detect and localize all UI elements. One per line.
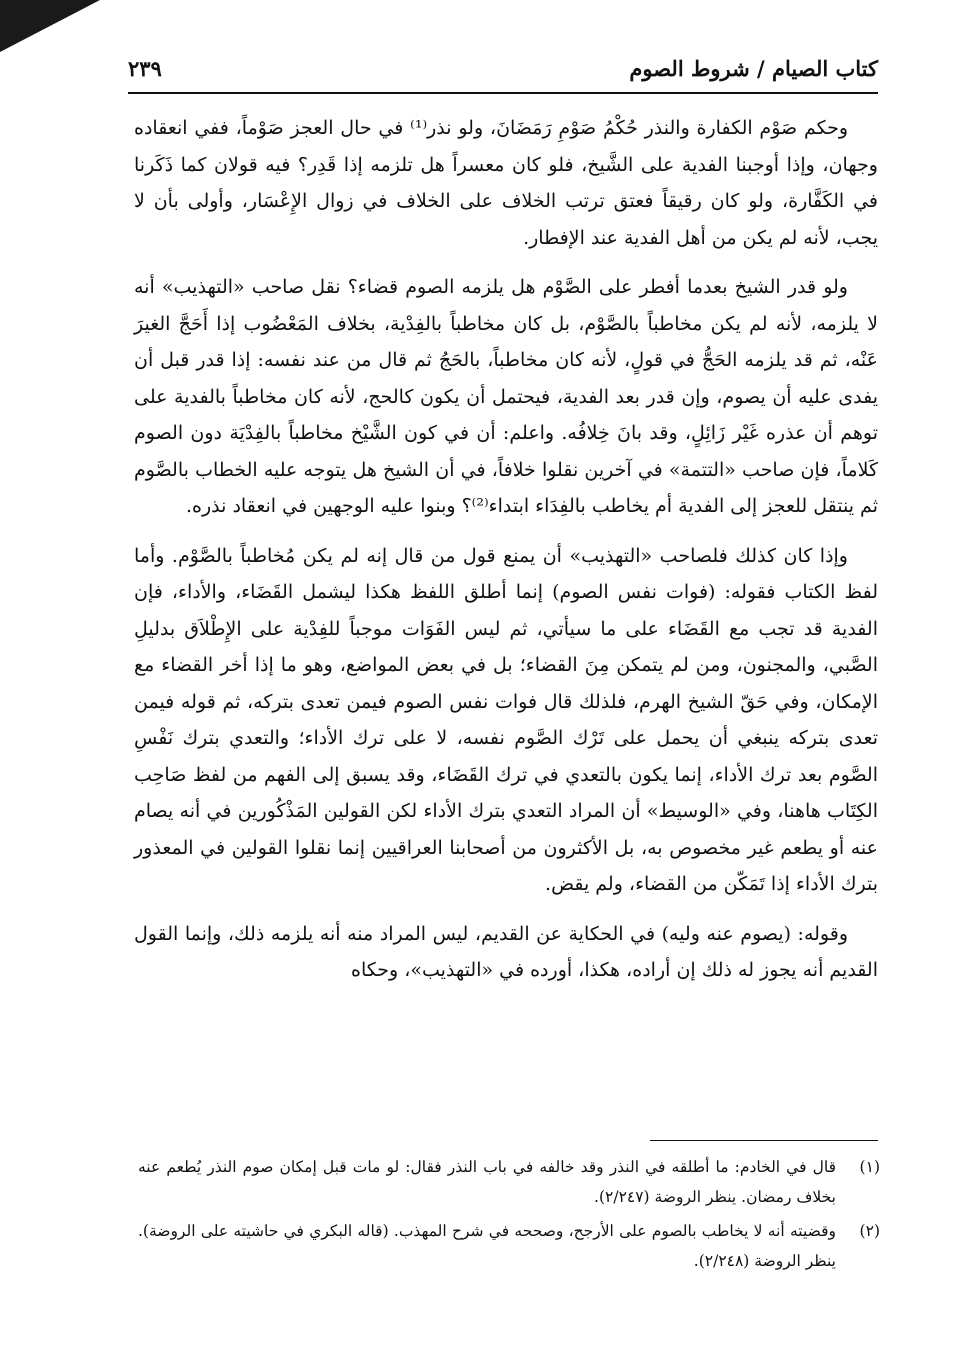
footnote-2 (138, 1216, 880, 1276)
header-title: كتاب الصيام / شروط الصوم (629, 56, 878, 81)
page-number: ٢٣٩ (128, 56, 162, 81)
footnote-number: (١) (859, 1158, 880, 1176)
header-rule (128, 92, 878, 94)
paragraph-1: وحكم صَوْم الكفارة والنذر حُكْمُ صَوْمِ رَمَضَانَ، ولو نذر⁽¹⁾ في حال العجز صَوْماً، ففي انعقاده وجهان، وإذا أوجبنا الفدية على الشَّيخ، فلو كان معسراً هل تلزمه إذا قَدِر؟ فيه قولان كما ذَكَرنا في الكَفَّارة، ولو كان رقيقاً فعتق ترتب الخلاف على الخلاف في زوال الإِعْسَار، وأولى بأن لا يجب، لأنه لم يكن من أهل الفدية عند الإفطار. (134, 117, 878, 249)
footnote-text: قال في الخادم: ما أطلقه في النذر وقد خالفه في باب النذر فقال: لو مات قبل إمكان صوم النذر يُطعم عنه بخلاف رمضان. ينظر الروضة (٢/٢٤٧). (138, 1158, 836, 1206)
paragraph-2: ولو قدر الشيخ بعدما أفطر على الصَّوْم هل يلزمه الصوم قضاء؟ نقل صاحب «التهذيب» أنه لا يلزمه، لأنه لم يكن مخاطباً بالصَّوْم، بل كان مخاطباً بالفِدْية، بخلاف المَعْضُوب إذا أَحَجَّ الغيرَ عَنْه، ثم قد يلزمه الحَجُّ في قولٍ، لأنه كان مخاطباً، بالحَجُ ثم قال من عند نفسه: إذا قدر قبل أن يفدى عليه أن يصوم، وإن قدر بعد الفدية، فيحتمل أن يكون كالحج، لأنه كان مخاطباً بالفدية على توهم أن عذره غَيْر زَائِلٍ، وقد بانَ خِلافُه. واعلم: أن في كون الشَّيْخ مخاطباً بالفِدْيَة دون الصوم كَلاماً، فإن صاحب «التتمة» في آخرين نقلوا خلافاً، في أن الشيخ هل يتوجه عليه الخطاب بالصَّوم ثم ينتقل للعجز إلى الفدية أم يخاطب بالفِدَاء ابتداء⁽²⁾؟ وبنوا عليه الوجهين في انعقاد نذره. (134, 276, 878, 517)
paragraph-3: وإذا كان كذلك فلصاحب «التهذيب» أن يمنع قول من قال إنه لم يكن مُخاطباً بالصَّوْم. وأما لفظ الكتاب فقوله: (فوات نفس الصوم) إنما أطلق اللفظ هكذا ليشمل القَضَاء، والأداء، فإن الفدية قد تجب مع القَضَاء على ما سيأتي، ثم ليس الفَوَات موجباً للفِدْية على الإِطْلاَق بدليلِ الصَّبي، والمجنون، ومن لم يتمكن مِنَ القضاء؛ بل في بعض المواضع، وهو ما إذا أخر القضاء مع الإمكان، وفي حَقّ الشيخ الهرم، فلذلك قال فوات نفس الصوم فيمن تعدى بتركه، ثم قوله فيمن تعدى بتركه ينبغي أن يحمل على تَرْك الصَّوم نفسه، لا على ترك الأداء؛ والتعدي بترك نَفْسِ الصَّوم بعد ترك الأداء، إنما يكون بالتعدي في ترك القَضَاء، وقد يسبق إلى الفهم من لفظ صَاحِب الكِتَاب هاهنا، وفي «الوسيط» أن المراد التعدي بترك الأداء لكن القولين المَذْكُورين في أنه يصام عنه أو يطعم غير مخصوص به، بل الأكثرون من أصحابنا العراقيين إنما نقلوا القولين في المعذور بترك الأداء إذا تَمَكّن من القضاء، ولم يقض. (134, 544, 878, 895)
paragraph-4: وقوله: (يصوم عنه وليه) في الحكاية عن القديم، ليس المراد منه أنه يلزمه ذلك، وإنما القول القديم أنه يجوز له ذلك إن أراده، هكذا، أورده في «التهذيب»، وحكاه (134, 922, 878, 981)
running-header (128, 48, 878, 94)
footnote-1 (138, 1152, 880, 1212)
main-text (134, 110, 878, 1002)
footnote-rule (650, 1140, 878, 1141)
footnotes (138, 1152, 880, 1280)
footnote-text: وقضيته أنه لا يخاطب بالصوم على الأرجح، وصححه في شرح المهذب. (قاله البكري في حاشيته على الروضة). ينظر الروضة (٢/٢٤٨). (138, 1222, 836, 1270)
page-corner-mark (0, 0, 100, 52)
footnote-number: (٢) (859, 1222, 880, 1240)
